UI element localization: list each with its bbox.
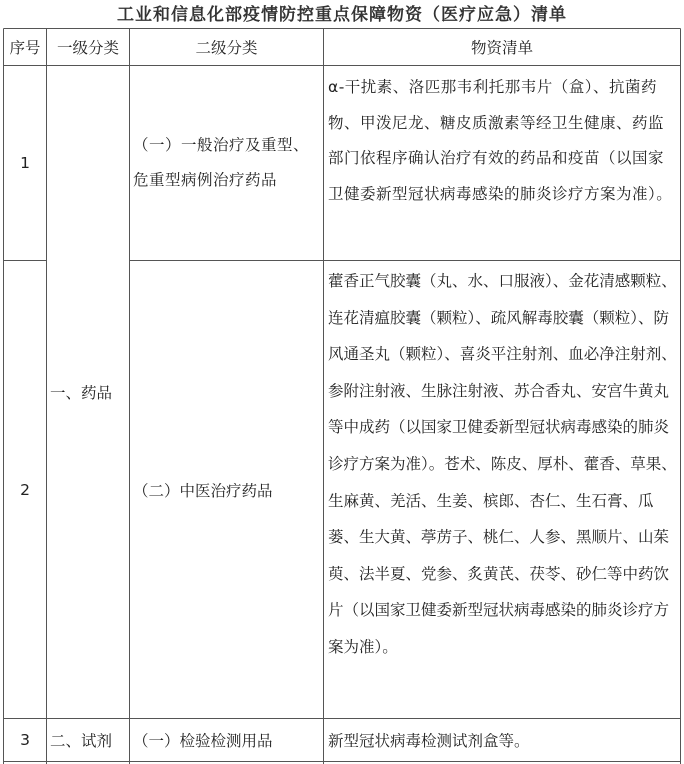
row-2-list: 藿香正气胶囊（丸、水、口服液）、金花清感颗粒、连花清瘟胶囊（颗粒）、疏风解毒胶囊（颗粒）、防风通圣丸（颗粒）、喜炎平注射剂、血必净注射剂、参附注射液、生脉注射液、苏合香丸、安宫牛黄丸等中成药（以国家卫健委新型冠状病毒感染的肺炎诊疗方案为准）。苍术、陈皮、厚朴、藿香、草果、生麻黄、羌活、生姜、槟郎、杏仁、生石膏、瓜蒌、生大黄、葶苈子、桃仁、人参、黑顺片、山茱萸、法半夏、党参、炙黄芪、茯苓、砂仁等中药饮片（以国家卫健委新型冠状病毒感染的肺炎诊疗方案为准）。 [328,272,677,656]
level1-reagents: 二、试剂 [50,732,113,750]
header-level1: 一级分类 [56,39,119,57]
row-3-list: 新型冠状病毒检测试剂盒等。 [328,732,530,750]
header-seq: 序号 [9,39,41,57]
header-level2: 二级分类 [195,39,258,57]
row-2-level2: （二）中医治疗药品 [133,481,273,500]
row-1-level2: （一）一般治疗及重型、危重型病例治疗药品 [133,135,310,189]
row-1-seq: 1 [20,154,30,172]
row-1-list: α-干扰素、洛匹那韦利托那韦片（盒）、抗菌药物、甲泼尼龙、糖皮质激素等经卫生健康、药监部门依程序确认治疗有效的药品和疫苗（以国家卫健委新型冠状病毒感染的肺炎诊疗方案为准）。 [328,78,673,203]
row-3-seq: 3 [20,731,30,749]
row-2-seq: 2 [20,480,30,499]
page-title: 工业和信息化部疫情防控重点保障物资（医疗应急）清单 [117,5,567,25]
level1-drugs: 一、药品 [50,384,113,402]
header-list: 物资清单 [470,39,533,57]
row-3-level2: （一）检验检测用品 [133,732,273,750]
